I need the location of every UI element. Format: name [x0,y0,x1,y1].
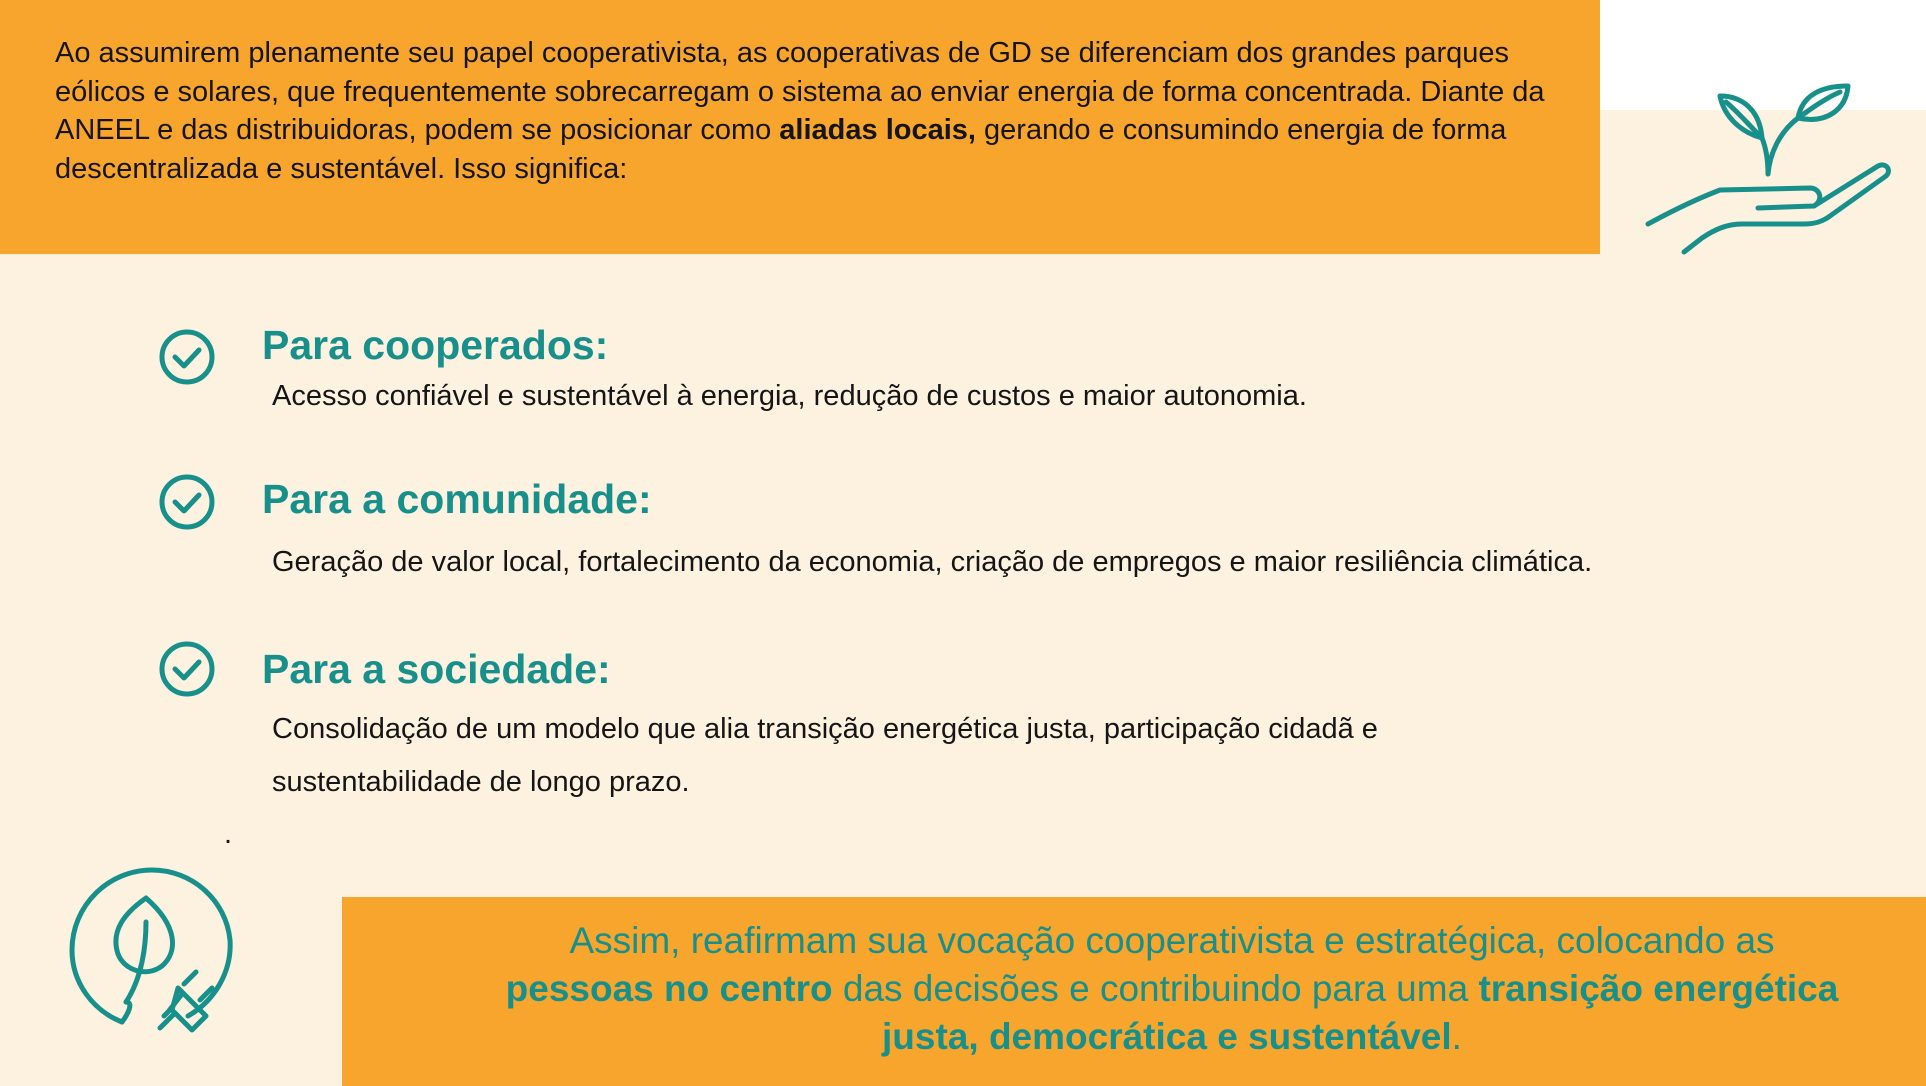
conclusion-text-part: . [1451,1016,1462,1057]
check-circle-icon [158,473,216,531]
conclusion-text-bold: transição energética justa, democrática e sustentável [882,968,1839,1057]
intro-paragraph [55,34,1575,188]
conclusion-paragraph [502,917,1842,1061]
item-title: Para cooperados: [262,322,609,368]
item-description: Geração de valor local, fortalecimento da economia, criação de empregos e maior resiliência climática. [272,546,1593,578]
item-title: Para a comunidade: [262,476,652,522]
leaf-plug-icon [66,866,236,1036]
intro-box [0,0,1600,254]
item-title: Para a sociedade: [262,646,611,692]
item-description: Consolidação de um modelo que alia transição energética justa, participação cidadã e sustentabilidade de longo prazo. [272,713,1378,798]
item-description: Acesso confiável e sustentável à energia, redução de custos e maior autonomia. [272,380,1307,412]
hand-plant-icon [1640,82,1892,272]
conclusion-box [342,897,1926,1086]
intro-text-part: gerando e consumindo energia de forma descentralizada e sustentável. Isso significa: [55,114,1507,185]
intro-text-bold: aliadas locais, [779,114,976,146]
check-circle-icon [158,640,216,698]
check-circle-icon [158,328,216,386]
conclusion-text-part: Assim, reafirmam sua vocação cooperativista e estratégica, colocando as [569,920,1775,961]
stray-dot: . [224,818,233,850]
conclusion-text-bold: pessoas no centro [505,968,833,1009]
conclusion-text-part: das decisões e contribuindo para uma [832,968,1479,1009]
intro-text-part: Ao assumirem plenamente seu papel cooperativista, as cooperativas de GD se diferenciam dos grandes parques eólicos e solares, que frequentemente sobrecarregam o sistema ao enviar energia de forma concentrada. Diante da ANEEL e das distribuidoras, podem se posicionar como [55,37,1545,146]
